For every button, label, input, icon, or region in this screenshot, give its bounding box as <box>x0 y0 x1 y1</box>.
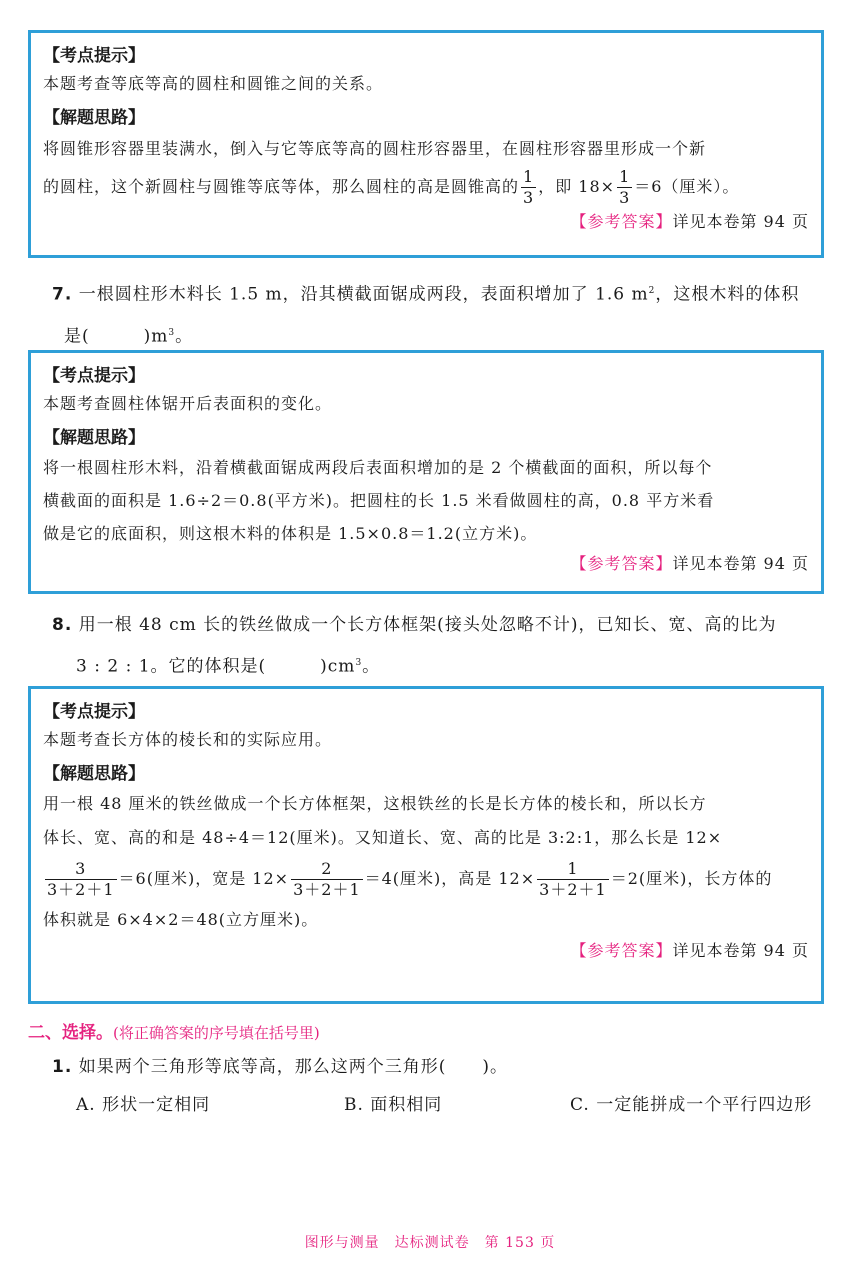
superscript: 3 <box>168 327 176 338</box>
fraction-numerator: 3 <box>45 859 117 880</box>
option-b[interactable]: B. 面积相同 <box>344 1095 443 1115</box>
method-line: 将一根圆柱形木料，沿着横截面锯成两段后表面积增加的是 2 个横截面的面积，所以每个 <box>43 458 713 477</box>
method-line: 横截面的面积是 1.6÷2＝0.8(平方米)。把圆柱的长 1.5 米看做圆柱的高，0.8 平方米看 <box>43 491 715 510</box>
question-number: 7. <box>52 284 73 305</box>
fraction-denominator: 3 <box>523 188 535 207</box>
reference-answer <box>43 552 809 576</box>
method-segment: ＝2(厘米)，长方体的 <box>610 869 773 888</box>
fraction-denominator: 3＋2＋1 <box>47 880 115 899</box>
explanation-box-2 <box>28 350 824 594</box>
option-c[interactable]: C. 一定能拼成一个平行四边形 <box>570 1095 813 1115</box>
method-heading: 【解题思路】 <box>43 108 145 128</box>
question-number: 8. <box>52 615 73 635</box>
method-segment: ＝6（厘米）。 <box>634 177 740 196</box>
method-line: 体长、宽、高的和是 48÷4＝12(厘米)。又知道长、宽、高的比是 3:2:1，那么长是 12× <box>43 828 723 847</box>
fraction-three-sixths <box>45 859 117 900</box>
superscript: 3 <box>355 658 363 668</box>
method-heading: 【解题思路】 <box>43 764 145 784</box>
method-segment: 的圆柱，这个新圆柱与圆锥等底等体，那么圆柱的高是圆锥高的 <box>43 177 520 196</box>
question-1 <box>52 1052 838 1082</box>
question-text: 3 : 2 : 1。它的体积是( )cm <box>76 656 356 677</box>
hint-text: 本题考查等底等高的圆柱和圆锥之间的关系。 <box>43 74 384 93</box>
explanation-box-3 <box>28 686 824 1004</box>
reference-answer-page: 详见本卷第 94 页 <box>672 212 809 231</box>
method-text <box>43 787 809 937</box>
hint-text: 本题考查圆柱体锯开后表面积的变化。 <box>43 394 333 413</box>
method-heading: 【解题思路】 <box>43 428 145 448</box>
question-line <box>52 272 838 314</box>
reference-answer <box>43 210 809 234</box>
option-a[interactable]: A. 形状一定相同 <box>76 1095 211 1115</box>
method-line: 做是它的底面积，则这根木料的体积是 1.5×0.8＝1.2(立方米)。 <box>43 524 538 543</box>
method-line: 将圆锥形容器里装满水，倒入与它等底等高的圆柱形容器里，在圆柱形容器里形成一个新 <box>43 139 707 158</box>
question-8 <box>52 606 838 686</box>
method-line: 体积就是 6×4×2＝48(立方厘米)。 <box>43 910 319 929</box>
question-text: 一根圆柱形木料长 1.5 m，沿其横截面锯成两段，表面积增加了 1.6 m <box>78 284 649 305</box>
method-line <box>43 855 809 903</box>
method-segment: ＝6(厘米)，宽是 12× <box>118 869 290 888</box>
reference-answer-label: 【参考答案】 <box>570 941 673 960</box>
hint-text: 本题考查长方体的棱长和的实际应用。 <box>43 730 333 749</box>
reference-answer <box>43 939 809 963</box>
method-line: 用一根 48 厘米的铁丝做成一个长方体框架，这根铁丝的长是长方体的棱长和，所以长方 <box>43 794 707 813</box>
question-text: ，这根木料的体积 <box>655 284 800 305</box>
fraction-one-third <box>617 167 632 208</box>
fraction-one-sixth <box>537 859 609 900</box>
method-text <box>43 451 809 550</box>
question-text: 如果两个三角形等底等高，那么这两个三角形( )。 <box>78 1057 508 1077</box>
section-title: 二、选择。 <box>28 1023 113 1043</box>
question-text: 是( )m <box>64 326 169 347</box>
section-subtitle: (将正确答案的序号填在括号里) <box>113 1024 320 1042</box>
fraction-denominator: 3 <box>619 188 631 207</box>
question-number: 1. <box>52 1057 73 1077</box>
fraction-numerator: 1 <box>619 167 631 186</box>
hint-heading: 【考点提示】 <box>43 702 145 722</box>
fraction-one-third <box>521 167 536 208</box>
question-7 <box>52 272 838 355</box>
question-text: 。 <box>175 326 194 347</box>
reference-answer-page: 详见本卷第 94 页 <box>672 941 809 960</box>
method-text <box>43 131 809 208</box>
fraction-numerator: 2 <box>291 859 363 880</box>
superscript: 2 <box>648 286 656 296</box>
explanation-box-1 <box>28 30 824 258</box>
reference-answer-label: 【参考答案】 <box>570 554 673 573</box>
question-line <box>52 644 838 686</box>
fraction-numerator: 1 <box>537 859 609 880</box>
hint-heading: 【考点提示】 <box>43 366 145 386</box>
page-footer: 图形与测量 达标测试卷 第 153 页 <box>304 1235 556 1251</box>
reference-answer-page: 详见本卷第 94 页 <box>672 554 809 573</box>
section-heading <box>28 1018 320 1043</box>
method-segment: ，即 18× <box>538 177 616 196</box>
question-line <box>52 606 838 644</box>
method-line <box>43 167 809 208</box>
fraction-numerator: 1 <box>523 167 535 186</box>
fraction-two-sixths <box>291 859 363 900</box>
question-text: 用一根 48 cm 长的铁丝做成一个长方体框架(接头处忽略不计)，已知长、宽、高的比为 <box>78 615 777 635</box>
hint-heading: 【考点提示】 <box>43 46 145 66</box>
fraction-denominator: 3＋2＋1 <box>293 880 361 899</box>
method-segment: ＝4(厘米)，高是 12× <box>364 869 536 888</box>
reference-answer-label: 【参考答案】 <box>570 212 673 231</box>
question-text: 。 <box>362 656 381 677</box>
fraction-denominator: 3＋2＋1 <box>539 880 607 899</box>
